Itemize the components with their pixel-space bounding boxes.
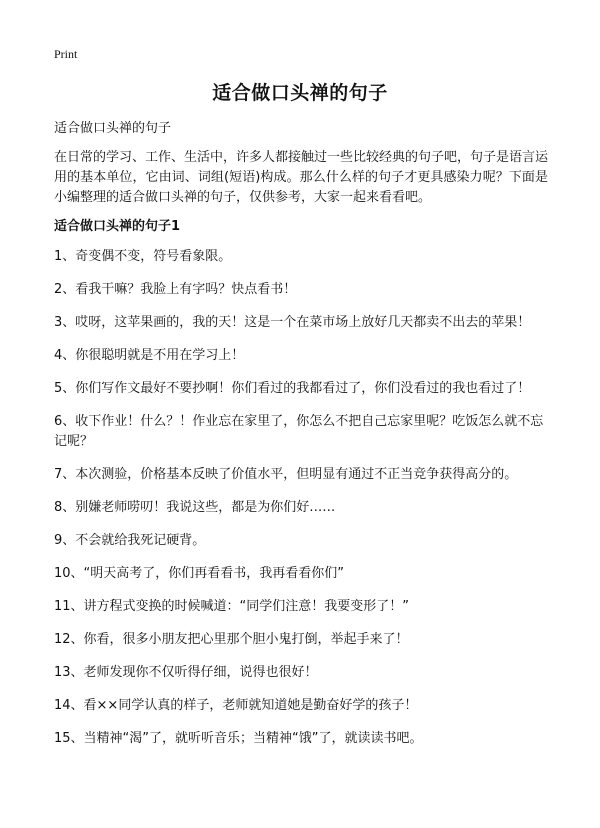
article-subtitle: 适合做口头禅的句子	[54, 121, 172, 136]
list-item: 14、看××同学认真的样子，老师就知道她是勤奋好学的孩子！	[54, 698, 418, 713]
list-item: 13、老师发现你不仅听得仔细，说得也很好！	[54, 665, 318, 680]
article-body	[54, 119, 548, 762]
page-title: 适合做口头禅的句子	[212, 82, 388, 104]
print-link[interactable]: Print	[54, 47, 78, 61]
list-item: 11、讲方程式变换的时候喊道：“同学们注意！我要变形了！”	[54, 599, 410, 614]
sentence-list	[54, 247, 548, 749]
list-item: 5、你们写作文最好不要抄啊！你们看过的我都看过了，你们没看过的我也看过了！	[54, 381, 531, 396]
intro-paragraph: 在日常的学习、工作、生活中，许多人都接触过一些比较经典的句子吧，句子是语言运用的基本单位，它由词、词组(短语)构成。那么什么样的句子才更具感染力呢？下面是小编整理的适合做口头禅的句子，仅供参考，大家一起来看看吧。	[54, 150, 549, 205]
list-item: 10、“明天高考了，你们再看看书，我再看看你们”	[54, 566, 345, 581]
list-item: 2、看我干嘛？我脸上有字吗？快点看书！	[54, 282, 297, 297]
list-item: 7、本次测验，价格基本反映了价值水平，但明显有通过不正当竞争获得高分的。	[54, 467, 518, 482]
list-item: 15、当精神“渴”了，就听听音乐；当精神“饿”了，就读读书吧。	[54, 731, 423, 746]
list-item: 8、别嫌老师唠叨！我说这些，都是为你们好……	[54, 500, 336, 515]
section-heading: 适合做口头禅的句子1	[54, 219, 181, 234]
list-item: 12、你看，很多小朋友把心里那个胆小鬼打倒，举起手来了！	[54, 632, 409, 647]
list-item: 6、收下作业！什么？！作业忘在家里了，你怎么不把自己忘家里呢？吃饭怎么就不忘记呢？	[54, 414, 544, 449]
list-item: 3、哎呀，这苹果画的，我的天！这是一个在菜市场上放好几天都卖不出去的苹果！	[54, 315, 531, 330]
list-item: 9、不会就给我死记硬背。	[54, 533, 206, 548]
list-item: 4、你很聪明就是不用在学习上！	[54, 348, 245, 363]
list-item: 1、奇变偶不变，符号看象限。	[54, 249, 232, 264]
